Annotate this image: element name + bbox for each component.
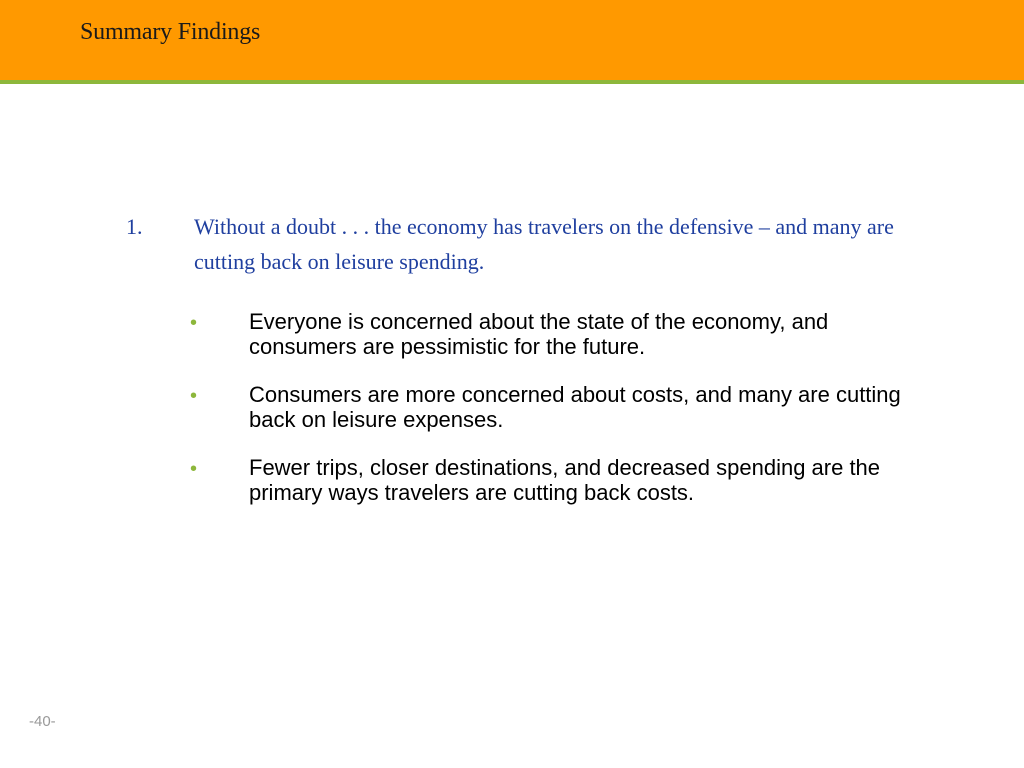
bullet-text: Everyone is concerned about the state of the economy, and consumers are pessimistic for the future.: [249, 309, 829, 359]
bullet-text: Fewer trips, closer destinations, and decreased spending are the primary ways travelers are cutting back costs.: [249, 455, 881, 505]
finding-text: Without a doubt . . . the economy has travelers on the defensive – and many are cutting back on leisure spending.: [194, 214, 894, 274]
finding-number: 1.: [126, 214, 143, 239]
bullet-icon: •: [190, 312, 198, 334]
page-number: -40-: [29, 713, 56, 730]
bullet-list: [190, 309, 930, 528]
bullet-icon: •: [190, 458, 198, 480]
bullet-icon: •: [190, 385, 198, 407]
bullet-item: [190, 455, 930, 528]
slide-title: Summary Findings: [80, 19, 261, 45]
bullet-item: [190, 309, 930, 382]
bullet-text: Consumers are more concerned about costs, and many are cutting back on leisure expenses.: [249, 382, 901, 432]
header-divider: [0, 80, 1024, 84]
bullet-item: [190, 382, 930, 455]
